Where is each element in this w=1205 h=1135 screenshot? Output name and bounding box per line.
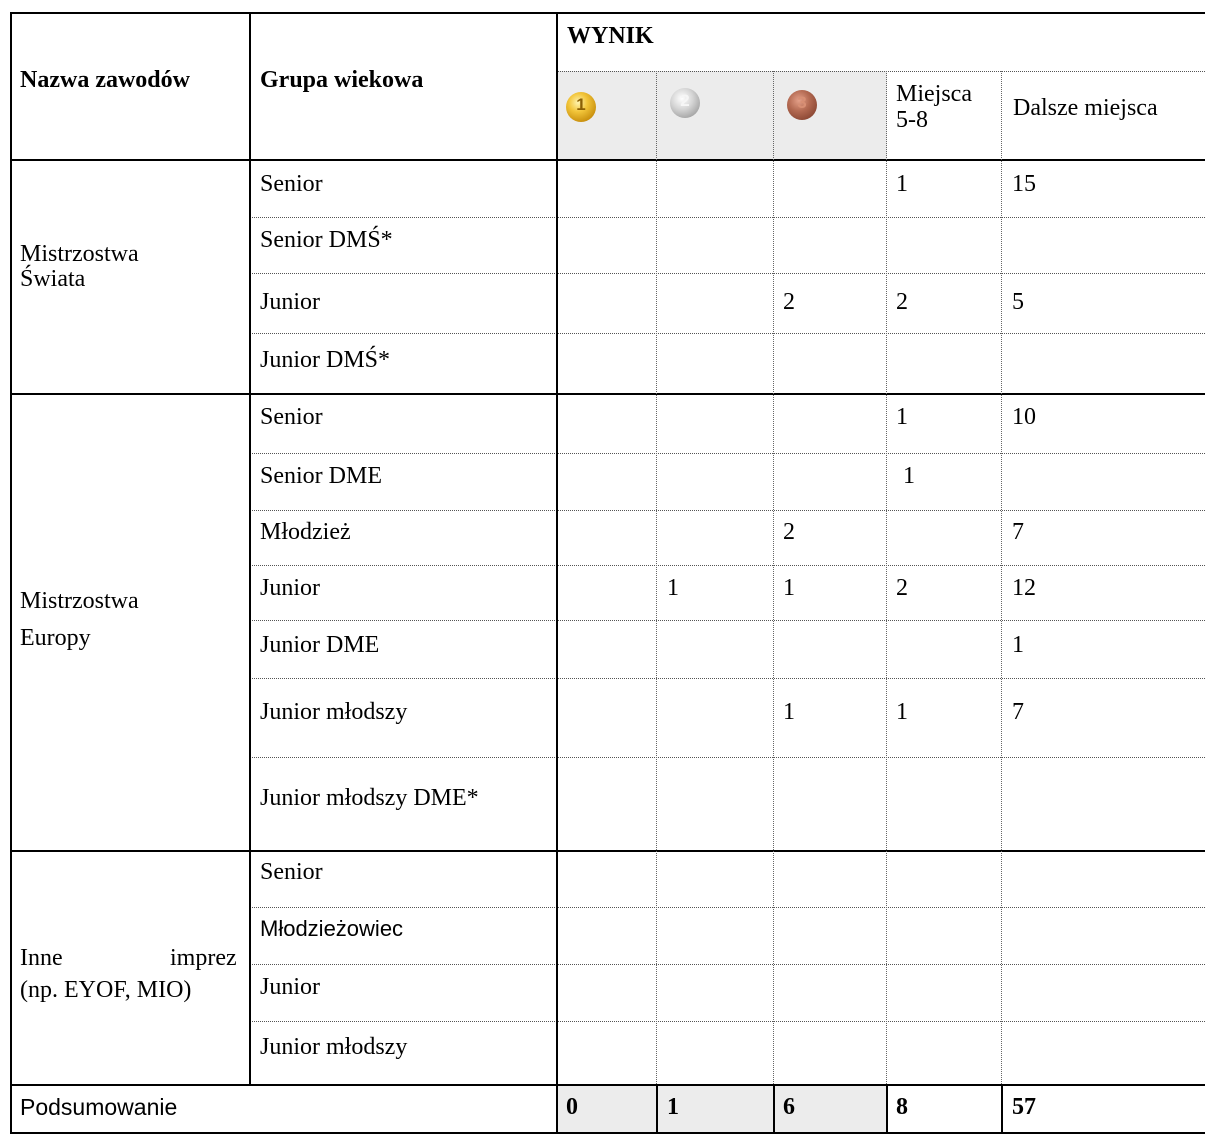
- silver-medal-icon: 2: [670, 88, 700, 118]
- cell-bronze: 2: [783, 519, 795, 545]
- age-group-cell: Senior: [260, 859, 323, 885]
- age-group-cell: Junior młodszy: [260, 1034, 408, 1060]
- header-places-5-8-line1: Miejsca: [896, 81, 972, 107]
- cell-p5-8: 1: [896, 699, 908, 725]
- summary-silver: 1: [667, 1094, 679, 1120]
- age-group-cell: Junior: [260, 289, 320, 315]
- age-group-cell: Junior: [260, 575, 320, 601]
- age-group-cell: Młodzież: [260, 519, 351, 545]
- cell-p5-8: 2: [896, 575, 908, 601]
- cell-further: 1: [1012, 632, 1024, 658]
- cell-p5-8: 1: [896, 404, 908, 430]
- bronze-medal-icon: 3: [787, 90, 817, 120]
- event-other-line2: (np. EYOF, MIO): [20, 977, 192, 1003]
- cell-p5-8: 1: [896, 171, 908, 197]
- header-age-group: Grupa wiekowa: [260, 67, 424, 93]
- age-group-cell: Junior DMŚ*: [260, 347, 391, 373]
- event-world-championships-line2: Świata: [20, 266, 86, 292]
- age-group-cell: Młodzieżowiec: [260, 916, 404, 941]
- event-other-line1a: Inne: [20, 945, 63, 971]
- summary-further: 57: [1012, 1094, 1036, 1120]
- age-group-cell: Junior młodszy: [260, 699, 408, 725]
- event-other-line1b: imprez: [170, 945, 237, 971]
- summary-bronze: 6: [783, 1094, 795, 1120]
- summary-gold: 0: [566, 1094, 578, 1120]
- cell-p5-8: 2: [896, 289, 908, 315]
- summary-bg: [557, 1086, 887, 1132]
- age-group-cell: Junior DME: [260, 632, 380, 658]
- cell-further: 5: [1012, 289, 1024, 315]
- cell-silver: 1: [667, 575, 679, 601]
- age-group-cell: Junior młodszy DME*: [260, 785, 479, 811]
- cell-further: 12: [1012, 575, 1036, 601]
- gold-medal-icon: 1: [566, 92, 596, 122]
- cell-further: 7: [1012, 519, 1024, 545]
- cell-p5-8: 1: [903, 463, 915, 489]
- age-group-cell: Senior: [260, 171, 323, 197]
- age-group-cell: Junior: [260, 974, 320, 1000]
- summary-places-5-8: 8: [896, 1094, 908, 1120]
- age-group-cell: Senior DMŚ*: [260, 227, 393, 253]
- cell-bronze: 1: [783, 699, 795, 725]
- header-further-places: Dalsze miejsca: [1013, 95, 1158, 121]
- event-european-championships-line2: Europy: [20, 625, 91, 651]
- cell-further: 10: [1012, 404, 1036, 430]
- event-european-championships-line1: Mistrzostwa: [20, 588, 139, 614]
- age-group-cell: Senior DME: [260, 463, 382, 489]
- medal-header-bg: [557, 71, 887, 159]
- cell-further: 7: [1012, 699, 1024, 725]
- age-group-cell: Senior: [260, 404, 323, 430]
- cell-bronze: 1: [783, 575, 795, 601]
- summary-label: Podsumowanie: [20, 1094, 178, 1120]
- event-world-championships-line1: Mistrzostwa: [20, 241, 139, 267]
- cell-bronze: 2: [783, 289, 795, 315]
- cell-further: 15: [1012, 171, 1036, 197]
- header-places-5-8-line2: 5-8: [896, 107, 928, 133]
- header-result: WYNIK: [567, 23, 654, 49]
- header-event: Nazwa zawodów: [20, 67, 190, 93]
